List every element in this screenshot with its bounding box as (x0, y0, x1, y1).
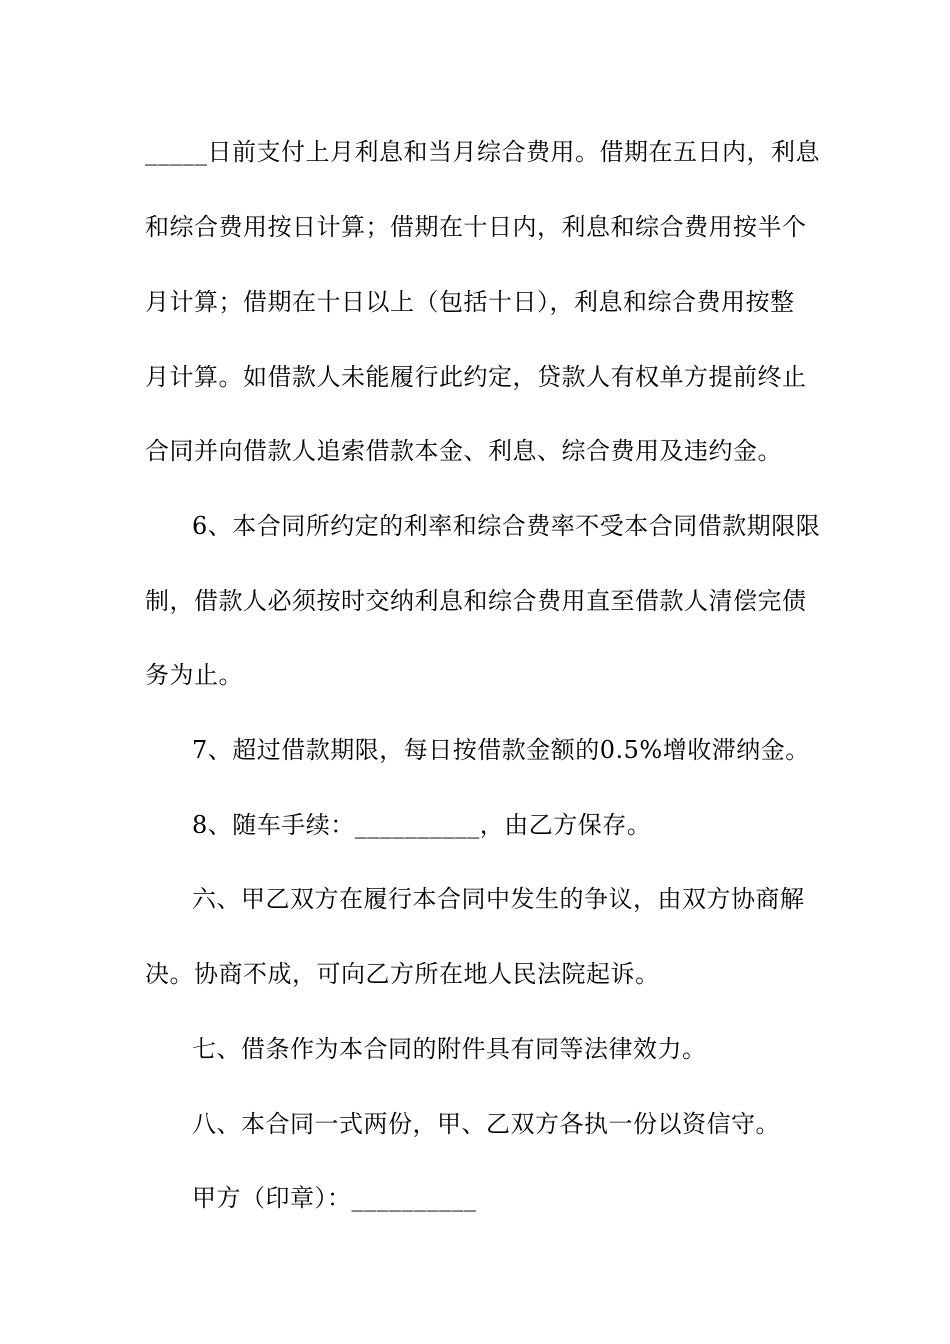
text-line-3: 月计算；借期在十日以上（包括十日），利息和综合费用按整 (145, 288, 795, 316)
text-line-4: 月计算。如借款人未能履行此约定，贷款人有权单方提前终止 (145, 363, 807, 391)
party-a-seal-line: 甲方（印章）：__________ (192, 1184, 477, 1212)
clause-8: 8、随车手续：__________，由乙方保存。 (192, 811, 652, 839)
clause-6-line-1: 6、本合同所约定的利率和综合费率不受本合同借款期限限 (192, 512, 821, 540)
article-8: 八、本合同一式两份，甲、乙双方各执一份以资信守。 (192, 1110, 780, 1138)
text-line-5: 合同并向借款人追索借款本金、利息、综合费用及违约金。 (145, 437, 782, 465)
clause-6-line-3: 务为止。 (145, 661, 243, 689)
article-7: 七、借条作为本合同的附件具有同等法律效力。 (192, 1035, 707, 1063)
clause-6-line-2: 制，借款人必须按时交纳利息和综合费用直至借款人清偿完债 (145, 587, 807, 615)
text-line-2: 和综合费用按日计算；借期在十日内，利息和综合费用按半个 (145, 213, 807, 241)
clause-7: 7、超过借款期限，每日按借款金额的0.5%增收滞纳金。 (192, 736, 810, 764)
article-6-line-1: 六、甲乙双方在履行本合同中发生的争议，由双方协商解 (192, 885, 805, 913)
article-6-line-2: 决。协商不成，可向乙方所在地人民法院起诉。 (145, 960, 660, 988)
text-line-1: _____日前支付上月利息和当月综合费用。借期在五日内，利息 (145, 138, 820, 166)
